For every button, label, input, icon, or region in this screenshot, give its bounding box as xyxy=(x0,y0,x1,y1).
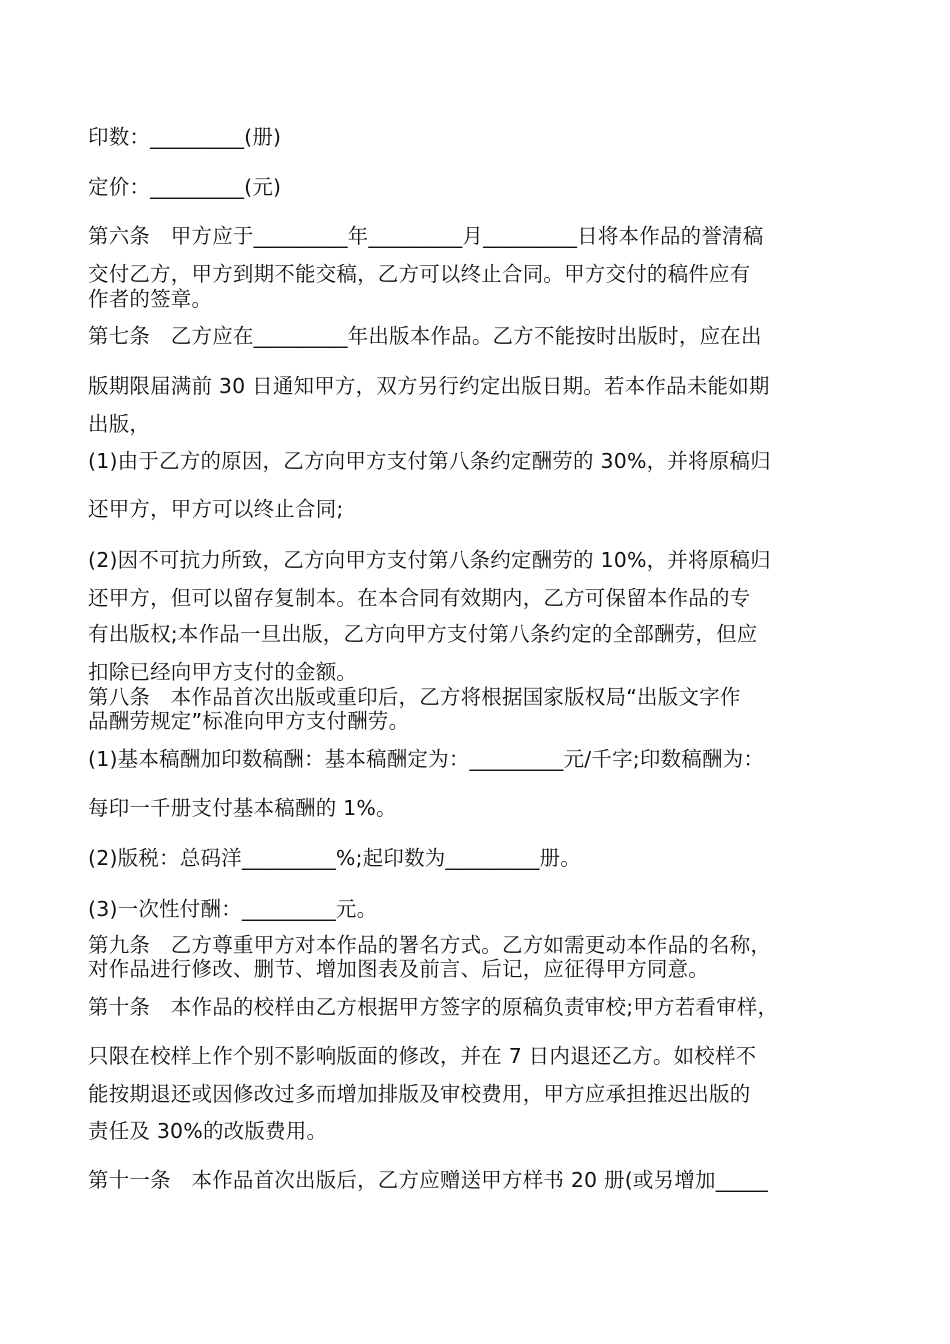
clause-7-item-2-line-2: 还甲方，但可以留存复制本。在本合同有效期内，乙方可保留本作品的专 xyxy=(88,586,751,610)
clause-7-line-2: 版期限届满前 30 日通知甲方，双方另行约定出版日期。若本作品未能如期 xyxy=(88,374,770,398)
clause-8-item-3: (3)一次性付酬：_________元。 xyxy=(88,897,378,921)
clause-8-item-1-line-2: 每印一千册支付基本稿酬的 1%。 xyxy=(88,796,397,820)
text-line-print-run: 印数：_________(册) xyxy=(88,125,282,149)
clause-6-line-2: 交付乙方，甲方到期不能交稿，乙方可以终止合同。甲方交付的稿件应有 xyxy=(88,262,751,286)
clause-7-item-1-line-1: (1)由于乙方的原因，乙方向甲方支付第八条约定酬劳的 30%，并将原稿归 xyxy=(88,449,771,473)
clause-6-line-3: 作者的签章。 xyxy=(88,287,213,311)
clause-9-line-1: 第九条 乙方尊重甲方对本作品的署名方式。乙方如需更动本作品的名称， xyxy=(88,933,772,957)
clause-10-line-3: 能按期退还或因修改过多而增加排版及审校费用，甲方应承担推迟出版的 xyxy=(88,1082,751,1106)
clause-8-line-1: 第八条 本作品首次出版或重印后，乙方将根据国家版权局“出版文字作 xyxy=(88,685,741,709)
text-line-price: 定价：_________(元) xyxy=(88,175,282,199)
clause-8-item-2: (2)版税：总码洋_________%;起印数为_________册。 xyxy=(88,846,581,870)
clause-7-item-2-line-3: 有出版权;本作品一旦出版，乙方向甲方支付第八条约定的全部酬劳，但应 xyxy=(88,622,758,646)
clause-7-item-1-line-2: 还甲方，甲方可以终止合同; xyxy=(88,497,344,521)
clause-8-item-1-line-1: (1)基本稿酬加印数稿酬：基本稿酬定为：_________元/千字;印数稿酬为： xyxy=(88,747,765,771)
clause-7-line-1: 第七条 乙方应在_________年出版本作品。乙方不能按时出版时，应在出 xyxy=(88,324,762,348)
clause-11-line-1: 第十一条 本作品首次出版后，乙方应赠送甲方样书 20 册(或另增加_____ xyxy=(88,1168,768,1192)
clause-7-line-3: 出版， xyxy=(88,412,151,436)
clause-6-line-1: 第六条 甲方应于_________年_________月_________日将本作品的誉清稿 xyxy=(88,224,764,248)
clause-10-line-2: 只限在校样上作个别不影响版面的修改，并在 7 日内退还乙方。如校样不 xyxy=(88,1044,757,1068)
clause-7-item-2-line-1: (2)因不可抗力所致，乙方向甲方支付第八条约定酬劳的 10%，并将原稿归 xyxy=(88,548,771,572)
clause-7-item-2-line-4: 扣除已经向甲方支付的金额。 xyxy=(88,660,358,684)
clause-10-line-4: 责任及 30%的改版费用。 xyxy=(88,1119,328,1143)
clause-9-line-2: 对作品进行修改、删节、增加图表及前言、后记，应征得甲方同意。 xyxy=(88,957,709,981)
clause-10-line-1: 第十条 本作品的校样由乙方根据甲方签字的原稿负责审校;甲方若看审样， xyxy=(88,995,779,1019)
clause-8-line-2: 品酬劳规定”标准向甲方支付酬劳。 xyxy=(88,709,410,733)
